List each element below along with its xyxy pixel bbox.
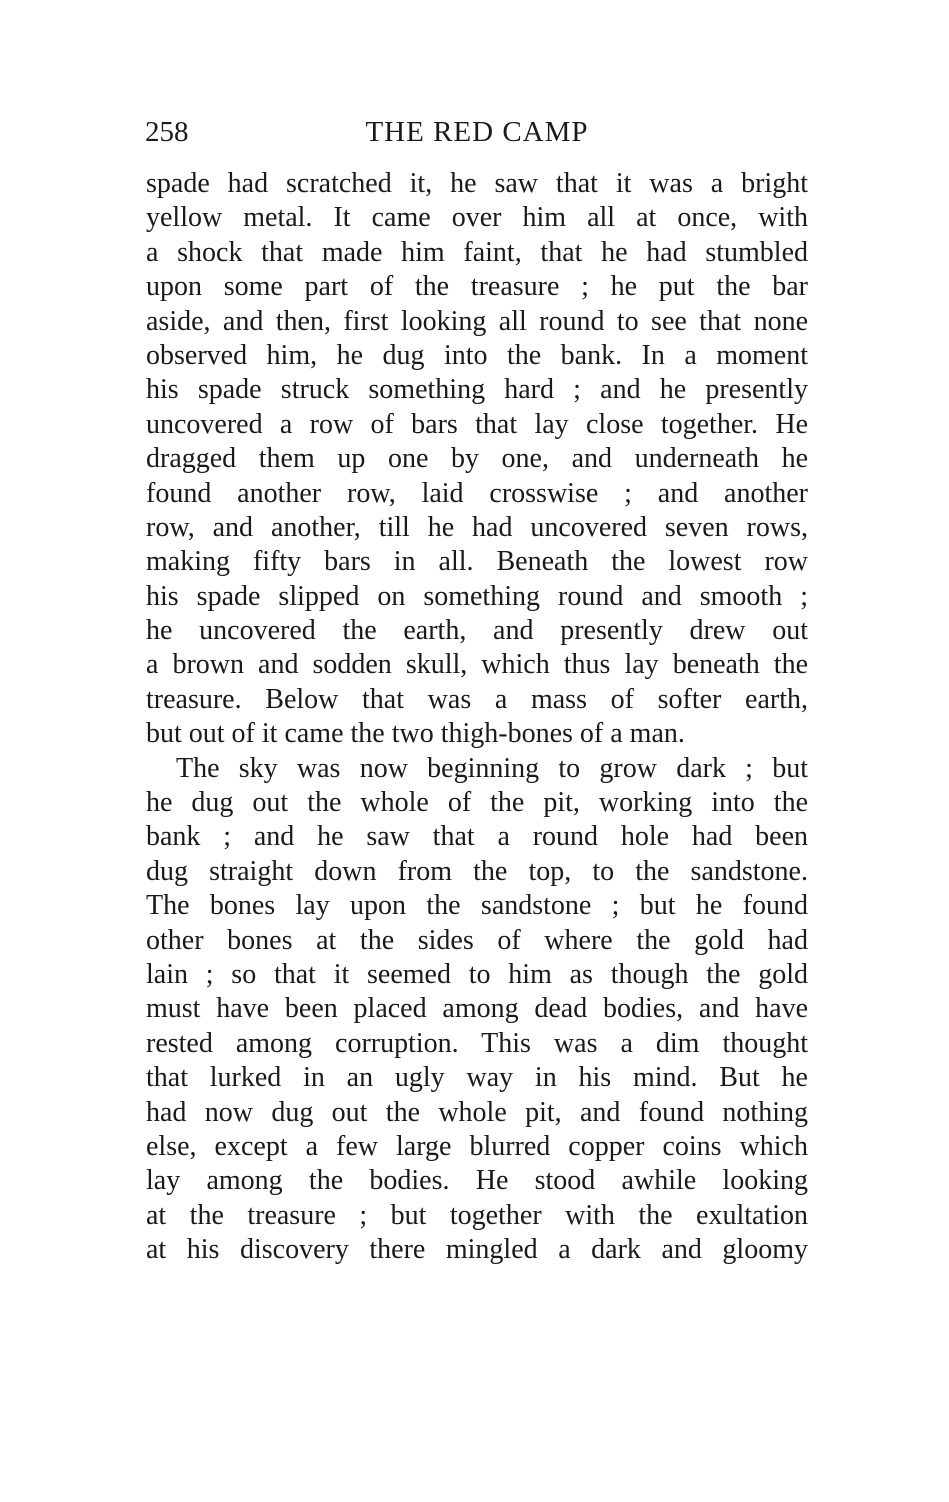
text-line: upon some part of the treasure ; he put the bar — [146, 271, 808, 303]
text-line: spade had scratched it, he saw that it was a bright — [146, 168, 808, 199]
text-line: lain ; so that it seemed to him as though the gold — [146, 958, 808, 990]
text-line: that lurked in an ugly way in his mind. But he — [146, 1062, 808, 1094]
text-line: making fifty bars in all. Beneath the lowest row — [146, 546, 808, 578]
text-line: row, and another, till he had uncovered seven rows, — [146, 511, 808, 543]
text-line: a shock that made him faint, that he had stumbled — [146, 236, 808, 268]
text-line: his spade struck something hard ; and he presently — [146, 374, 808, 406]
text-line: uncovered a row of bars that lay close together. He — [146, 408, 808, 440]
text-line: had now dug out the whole pit, and found nothing — [146, 1096, 808, 1128]
body-text — [146, 167, 808, 1268]
text-line: he uncovered the earth, and presently drew out — [146, 615, 808, 647]
text-line: dug straight down from the top, to the sandstone. — [146, 855, 808, 887]
text-line: The sky was now beginning to grow dark ; but — [176, 752, 808, 784]
running-head: THE RED CAMP — [365, 116, 589, 148]
text-line: dragged them up one by one, and underneath he — [146, 443, 808, 475]
text-line: at the treasure ; but together with the exultation — [146, 1199, 808, 1231]
text-line: a brown and sodden skull, which thus lay beneath the — [146, 649, 808, 681]
text-line: observed him, he dug into the bank. In a moment — [146, 339, 808, 371]
text-line: must have been placed among dead bodies, and have — [146, 993, 808, 1025]
page-number: 258 — [145, 116, 189, 148]
text-line: rested among corruption. This was a dim thought — [146, 1027, 808, 1059]
text-line: aside, and then, first looking all round to see that none — [146, 305, 808, 337]
text-line: at his discovery there mingled a dark and gloomy — [146, 1234, 808, 1266]
text-line: lay among the bodies. He stood awhile looking — [146, 1165, 808, 1197]
text-line: bank ; and he saw that a round hole had been — [146, 821, 808, 853]
page-header — [145, 114, 809, 150]
paragraph — [146, 752, 808, 1268]
text-line: treasure. Below that was a mass of softer earth, — [146, 683, 808, 715]
text-line: but out of it came the two thigh-bones of a man. — [146, 718, 685, 750]
paragraph — [146, 167, 808, 752]
text-line: yellow metal. It came over him all at once, with — [146, 202, 808, 234]
text-line: he dug out the whole of the pit, working into the — [146, 787, 808, 819]
text-line: other bones at the sides of where the gold had — [146, 924, 808, 956]
text-line: his spade slipped on something round and smooth ; — [146, 580, 808, 612]
text-line: else, except a few large blurred copper coins which — [146, 1130, 808, 1162]
text-line: The bones lay upon the sandstone ; but he found — [146, 890, 808, 922]
text-line: found another row, laid crosswise ; and another — [146, 477, 808, 509]
